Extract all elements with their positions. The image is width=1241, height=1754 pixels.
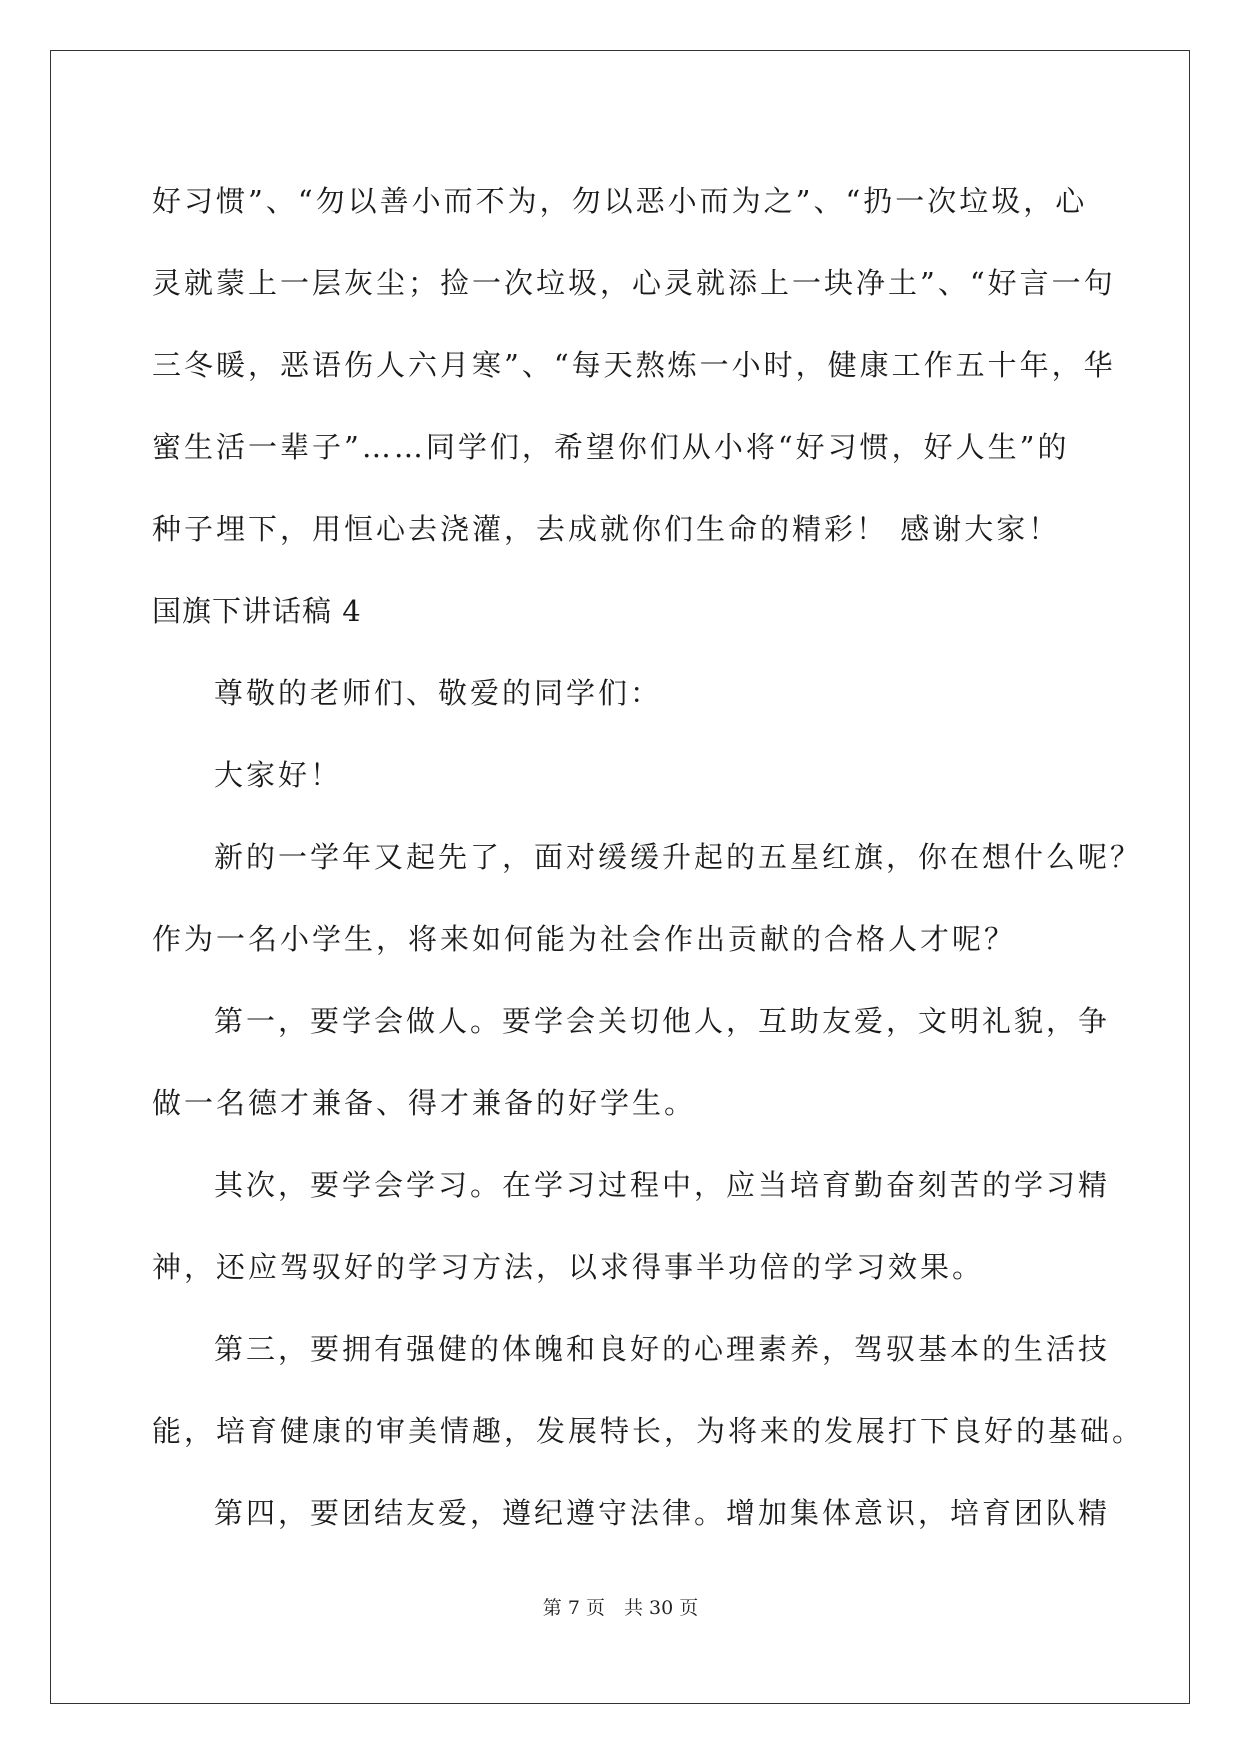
salutation: 尊敬的老师们、敬爱的同学们： [214,676,663,710]
greeting: 大家好！ [214,758,343,792]
text-line-9: 新的一学年又起先了，面对缓缓升起的五星红旗，你在想什么呢？ [214,840,1143,874]
text-line-13: 其次，要学会学习。在学习过程中，应当培育勤奋刻苦的学习精 [214,1168,1111,1202]
document-body [152,160,1145,1554]
text-line-5: 种子埋下，用恒心去浇灌，去成就你们生命的精彩！ 感谢大家！ [152,512,1061,546]
text-line-12: 做一名德才兼备、得才兼备的好学生。 [152,1086,697,1120]
text-line-14: 神，还应驾驭好的学习方法，以求得事半功倍的学习效果。 [152,1250,985,1284]
text-line-17: 第四，要团结友爱，遵纪遵守法律。增加集体意识，培育团队精 [214,1496,1111,1530]
text-line-4: 蜜生活一辈子”……同学们，希望你们从小将“好习惯，好人生”的 [152,430,1070,464]
text-line-2: 灵就蒙上一层灰尘；捡一次垃圾，心灵就添上一块净土”、“好言一句 [152,266,1116,300]
page-number-footer: 第 7 页 共 30 页 [542,1597,699,1619]
text-line-3: 三冬暖，恶语伤人六月寒”、“每天熬炼一小时，健康工作五十年，华 [152,348,1116,382]
text-line-10: 作为一名小学生，将来如何能为社会作出贡献的合格人才呢？ [152,922,1017,956]
section-heading: 国旗下讲话稿 4 [152,594,362,628]
text-line-15: 第三，要拥有强健的体魄和良好的心理素养，驾驭基本的生活技 [214,1332,1111,1366]
text-line-1: 好习惯”、“勿以善小而不为，勿以恶小而为之”、“扔一次垃圾，心 [152,184,1088,218]
text-line-16: 能，培育健康的审美情趣，发展特长，为将来的发展打下良好的基础。 [152,1414,1145,1448]
text-line-11: 第一，要学会做人。要学会关切他人，互助友爱，文明礼貌，争 [214,1004,1111,1038]
